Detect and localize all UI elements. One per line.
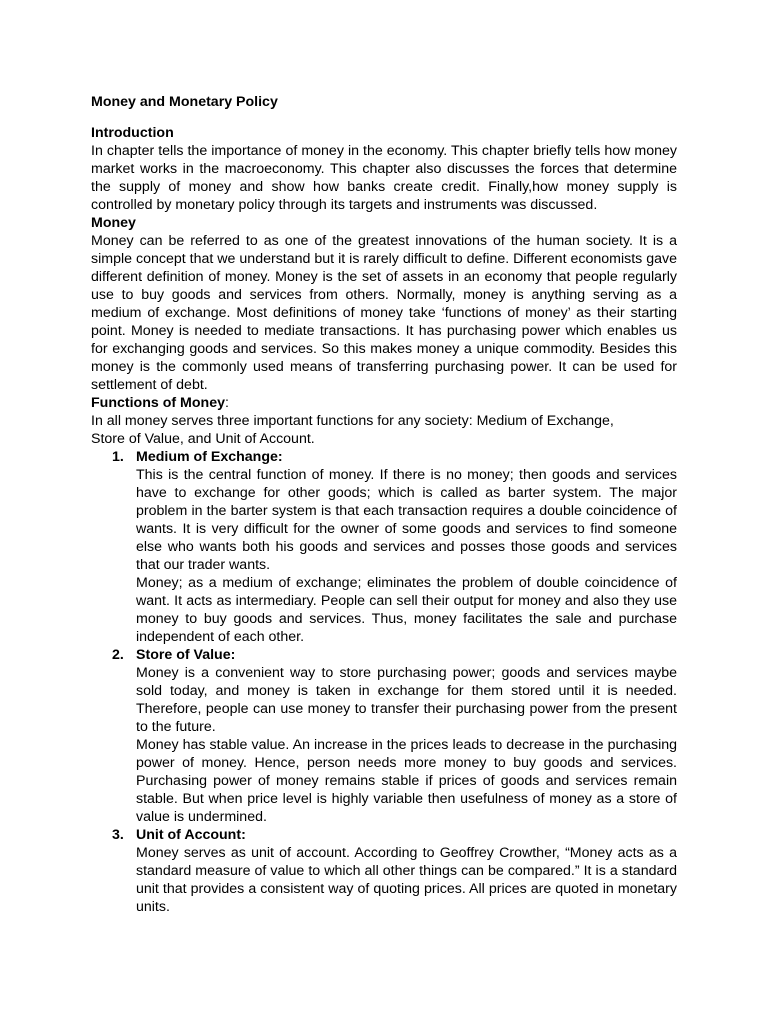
document-title: Money and Monetary Policy (91, 94, 278, 110)
list-item (91, 646, 677, 826)
list-item-heading: Medium of Exchange: (136, 449, 283, 465)
introduction-text: In chapter tells the importance of money in the economy. This chapter briefly tells how money market works in the macroeconomy. This chapter also discusses the forces that determine the supply of money and show how banks create credit. Finally,how money supply is controlled by monetary policy through its targets and instruments was discussed. (91, 143, 677, 213)
functions-heading: Functions of Money (91, 395, 225, 411)
list-item-number: 1. (112, 449, 124, 465)
money-text: Money can be referred to as one of the greatest innovations of the human society. It is a simple concept that we understand but it is rarely difficult to define. Different economists gave different definition of money. Money is the set of assets in an economy that people regularly use to buy goods and services from others. Normally, money is anything serving as a medium of exchange. Most definitions of money take ‘functions of money’ as their starting point. Money is needed to mediate transactions. It has purchasing power which enables us for exchanging goods and services. So this makes money a unique commodity. Besides this money is the commonly used means of transferring purchasing power. It can be used for settlement of debt. (91, 233, 677, 393)
document-page (91, 92, 677, 916)
list-item-heading: Unit of Account: (136, 827, 246, 843)
functions-list (91, 448, 677, 916)
list-item-number: 2. (112, 647, 124, 663)
functions-heading-colon: : (225, 395, 229, 411)
list-item-paragraph: Money has stable value. An increase in the prices leads to decrease in the purchasing power of money. Hence, person needs more money to buy goods and services. Purchasing power of money remains stable if prices of goods and services remain stable. But when price level is highly variable then usefulness of money as a store of value is undermined. (136, 737, 677, 825)
list-item (91, 826, 677, 916)
functions-intro: In all money serves three important functions for any society: Medium of Exchange, Store of Value, and Unit of Account. (91, 413, 614, 447)
list-item-paragraph: Money; as a medium of exchange; eliminates the problem of double coincidence of want. It acts as intermediary. People can sell their output for money and also they use money to buy goods and services. Thus, money facilitates the sale and purchase independent of each other. (136, 575, 677, 645)
list-item-number: 3. (112, 827, 124, 843)
list-item (91, 448, 677, 646)
list-item-paragraph: This is the central function of money. If there is no money; then goods and services have to exchange for other goods; which is called as barter system. The major problem in the barter system is that each transaction requires a double coincidence of wants. It is very difficult for the owner of some goods and services to find someone else who wants both his goods and services and posses those goods and services that our trader wants. (136, 467, 677, 573)
money-heading: Money (91, 215, 136, 231)
functions-heading-line (91, 394, 677, 412)
list-item-paragraph: Money serves as unit of account. According to Geoffrey Crowther, “Money acts as a standard measure of value to which all other things can be compared.” It is a standard unit that provides a consistent way of quoting prices. All prices are quoted in monetary units. (136, 845, 677, 915)
introduction-heading: Introduction (91, 125, 174, 141)
list-item-paragraph: Money is a convenient way to store purchasing power; goods and services maybe sold today, and money is taken in exchange for them stored until it is needed. Therefore, people can use money to transfer their purchasing power from the present to the future. (136, 665, 677, 735)
list-item-heading: Store of Value: (136, 647, 236, 663)
